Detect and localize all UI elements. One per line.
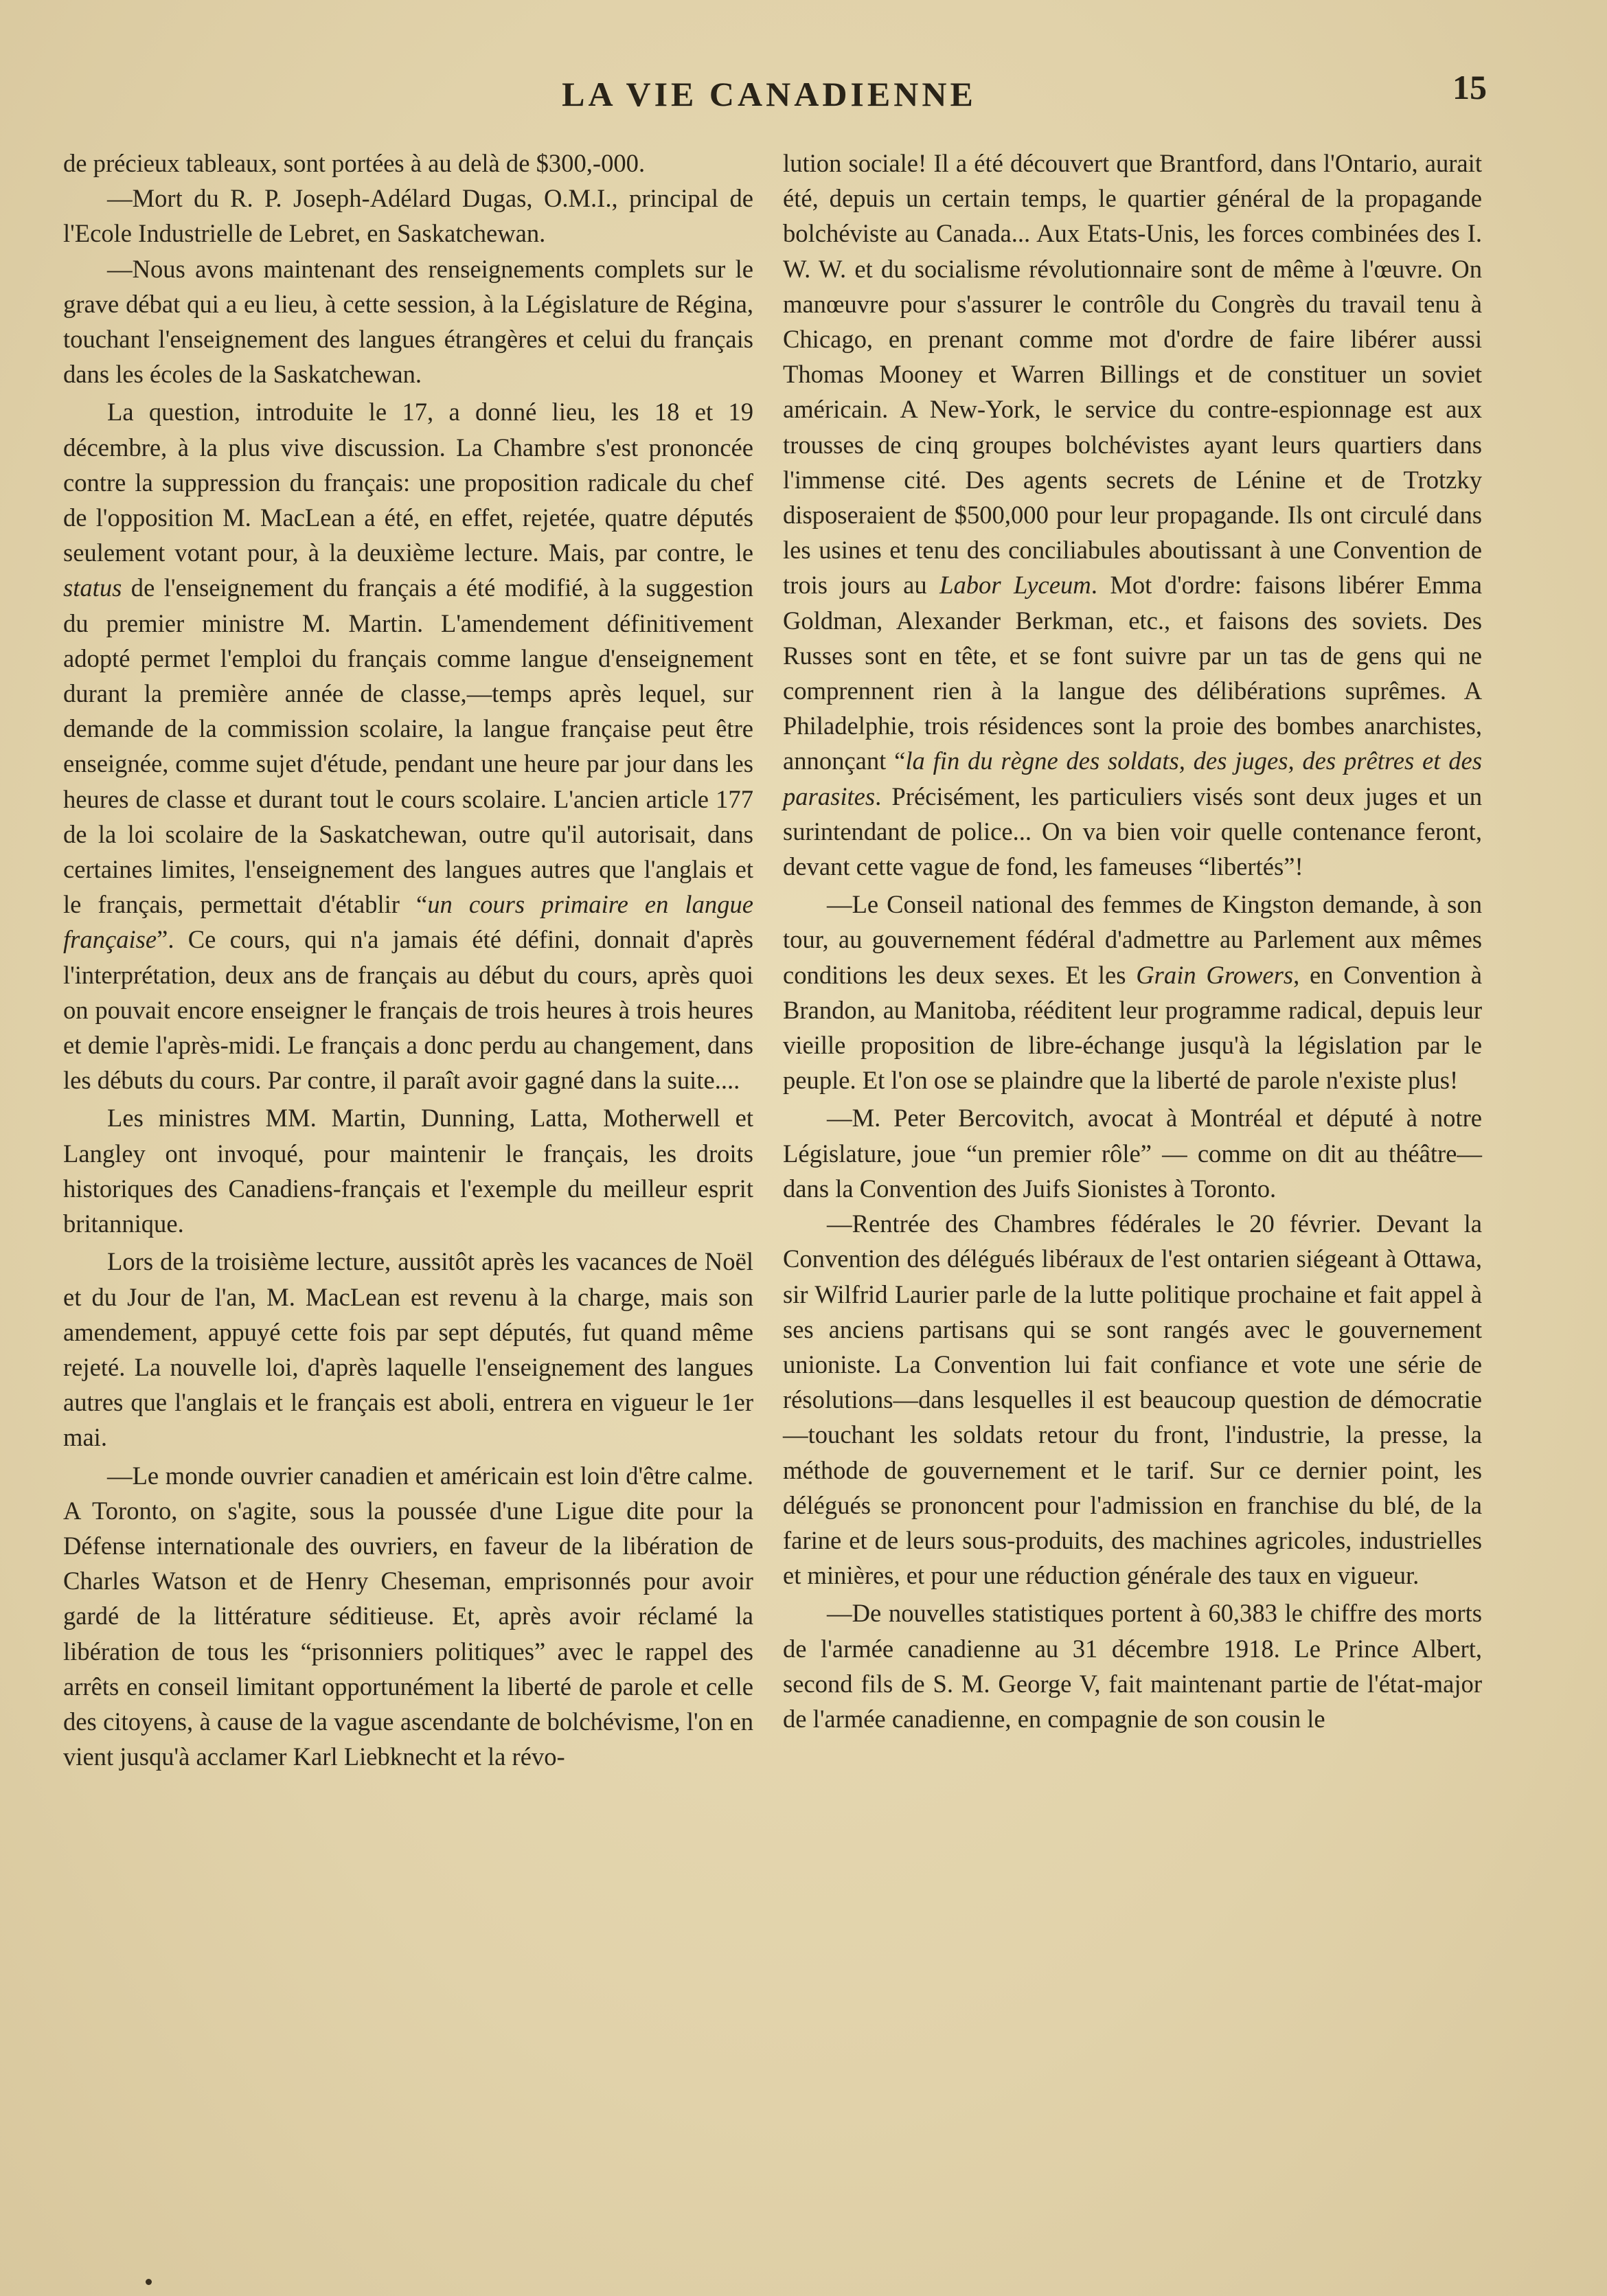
paragraph xyxy=(63,394,753,1098)
running-head xyxy=(0,67,1607,129)
paragraph xyxy=(63,1100,753,1241)
italic-run: la fin du règne des soldats, des juges, des prêtres et des parasites xyxy=(783,747,1482,810)
ink-speck xyxy=(146,2279,152,2285)
text-run: de précieux tableaux, sont portées à au delà de $300,-000. xyxy=(63,149,646,177)
paragraph xyxy=(783,1206,1482,1593)
text-run: —Le monde ouvrier canadien et américain est loin d'être calme. A Toronto, on s'agite, sous la poussée d'une Ligue dite pour la Défense internationale des ouvriers, en faveur de la libération de Charles Watson et de Henry Cheseman, emprisonnés pour avoir gardé de la littérature séditieuse. Et, après avoir réclamé la libération de tous les “prisonniers politiques” avec le rappel des arrêts en conseil limitant opportunément la liberté de parole et celle des citoyens, à cause de la vague ascendante de bolchévisme, l'on en vient jusqu'à acclamer Karl Liebknecht et la révo- xyxy=(63,1461,753,1771)
text-run: , en Convention à Brandon, au Manitoba, rééditent leur programme radical, depuis leur vieille proposition de libre-échange jusqu'à la législation par le peuple. Et l'on ose se plaindre que la liberté de parole n'existe plus! xyxy=(783,960,1482,1095)
text-run: —M. Peter Bercovitch, avocat à Montréal et député à notre Législature, joue “un premier rôle” — comme on dit au théâtre—dans la Convention des Juifs Sionistes à Toronto. xyxy=(783,1104,1482,1203)
text-run: —De nouvelles statistiques portent à 60,383 le chiffre des morts de l'armée canadienne au 31 décembre 1918. Le Prince Albert, second fils de S. M. George V, fait maintenant partie de l'état-major de l'armée canadienne, en compagnie de son cousin le xyxy=(783,1599,1482,1733)
italic-run: status xyxy=(63,573,122,602)
paragraph xyxy=(63,251,753,392)
text-run: Lors de la troisième lecture, aussitôt après les vacances de Noël et du Jour de l'an, M. MacLean est revenu à la charge, mais son amendement, appuyé cette fois par sept députés, fut quand même rejeté. La nouvelle loi, d'après laquelle l'enseignement des langues autres que l'anglais et le français est aboli, entrera en vigueur le 1er mai. xyxy=(63,1247,753,1452)
left-column xyxy=(63,146,753,1774)
paragraph xyxy=(63,181,753,251)
text-run: —Nous avons maintenant des renseignements complets sur le grave débat qui a eu lieu, à cette session, à la Législature de Régina, touchant l'enseignement des langues étrangères et celui du français dans les écoles de la Saskatchewan. xyxy=(63,254,753,389)
text-run: Les ministres MM. Martin, Dunning, Latta, Motherwell et Langley ont invoqué, pour maintenir le français, les droits historiques des Canadiens-français et l'exemple du meilleur esprit britannique. xyxy=(63,1104,753,1238)
text-run: . Précisément, les particuliers visés sont deux juges et un surintendant de police... On va bien voir quelle contenance feront, devant cette vague de fond, les fameuses “libertés”! xyxy=(783,782,1482,881)
text-run: La question, introduite le 17, a donné lieu, les 18 et 19 décembre, à la plus vive discussion. La Chambre s'est prononcée contre la suppression du français: une proposition radicale du chef de l'opposition M. MacLean a été, en effet, rejetée, quatre députés seulement votant pour, à la deuxième lecture. Mais, par contre, le xyxy=(63,398,753,567)
paragraph xyxy=(63,1458,753,1775)
paragraph xyxy=(63,1244,753,1455)
text-run: lution sociale! Il a été découvert que Brantford, dans l'Ontario, aurait été, depuis un certain temps, le quartier général de la propagande bolchéviste au Canada... Aux Etats-Unis, les forces combinées des I. W. W. et du socialisme révolutionnaire sont de même à l'œuvre. On manœuvre pour s'assurer le contrôle du Congrès du travail tenu à Chicago, en prenant comme mot d'ordre de faire libérer aussi Thomas Mooney et Warren Billings et de constituer un soviet américain. A New-York, le service du contre-espionnage est aux trousses de cinq groupes bolchévistes ayant leurs quartiers dans l'immense cité. Des agents secrets de Lénine et de Trotzky disposeraient de $500,000 pour leur propagande. Ils ont circulé dans les usines et tenu des conciliabules aboutissant à une Convention de trois jours au xyxy=(783,149,1482,600)
page-title: LA VIE CANADIENNE xyxy=(562,75,977,113)
italic-run: Labor Lyceum xyxy=(939,571,1091,600)
paragraph xyxy=(63,146,753,181)
text-run: —Le Conseil national des femmes de Kingston demande, à son tour, au gouvernement fédéral d'admettre au Parlement aux mêmes conditions les deux sexes. Et les xyxy=(783,890,1482,989)
text-run: —Rentrée des Chambres fédérales le 20 février. Devant la Convention des délégués libéraux de l'est ontarien siégeant à Ottawa, sir Wilfrid Laurier parle de la lutte politique prochaine et fait appel à ses anciens partisans qui se sont rangés avec le gouvernement unioniste. La Convention lui fait confiance et vote une série de résolutions—dans lesquelles il est beaucoup question de démocratie—touchant les soldats retour du front, l'industrie, la presse, la méthode de gouvernement et le tarif. Sur ce dernier point, les délégués se prononcent pour l'admission en franchise du blé, de la farine et de leurs sous-produits, des machines agricoles, industrielles et minières, et pour une réduction générale des taux en vigueur. xyxy=(783,1209,1482,1590)
paragraph xyxy=(783,1100,1482,1206)
right-column xyxy=(783,146,1482,1736)
paragraph xyxy=(783,1595,1482,1736)
page-number: 15 xyxy=(1452,68,1487,106)
paragraph xyxy=(783,146,1482,884)
text-run: . Mot d'ordre: faisons libérer Emma Goldman, Alexander Berkman, etc., et faisons des soviets. Des Russes sont en tête, et se font suivre par un tas de gens qui ne comprennent rien à la langue des délibérations suprêmes. A Philadelphie, trois résidences sont la proie des bombes anarchistes, annonçant “ xyxy=(783,571,1482,775)
text-run: —Mort du R. P. Joseph-Adélard Dugas, O.M.I., principal de l'Ecole Industrielle de Lebret, en Saskatchewan. xyxy=(63,184,753,248)
text-run: ”. Ce cours, qui n'a jamais été défini, donnait d'après l'interprétation, deux ans de français au début du cours, après quoi on pouvait encore enseigner le français de trois heures à trois heures et demie l'après-midi. Le français a donc perdu au changement, dans les débuts du cours. Par contre, il paraît avoir gagné dans la suite.... xyxy=(63,925,753,1095)
italic-run: un cours primaire en langue française xyxy=(63,890,753,954)
paragraph xyxy=(783,887,1482,1098)
text-run: de l'enseignement du français a été modifié, à la suggestion du premier ministre M. Martin. L'amendement définitivement adopté permet l'emploi du français comme langue d'enseignement durant la première année de classe,—temps après lequel, sur demande de la commission scolaire, la langue française peut être enseignée, comme sujet d'étude, pendant une heure par jour dans les heures de classe et durant tout le cours scolaire. L'ancien article 177 de la loi scolaire de la Saskatchewan, outre qu'il autorisait, dans certaines limites, l'enseignement des langues autres que l'anglais et le français, permettait d'établir “ xyxy=(63,573,753,919)
italic-run: Grain Growers xyxy=(1136,960,1294,989)
